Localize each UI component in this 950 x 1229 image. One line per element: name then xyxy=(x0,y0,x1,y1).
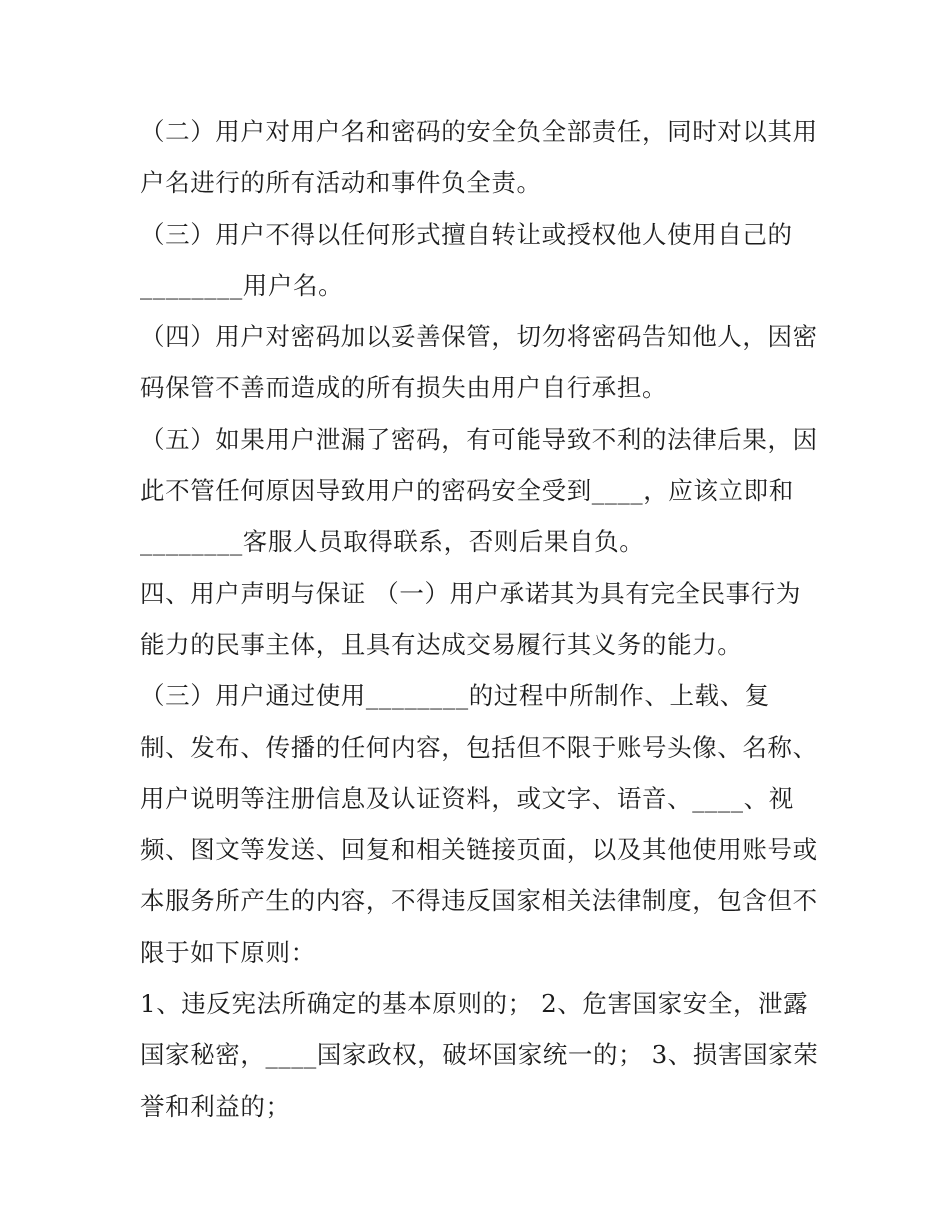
text-line: ________用户名。 xyxy=(140,270,344,300)
text-line: 用户说明等注册信息及认证资料，或文字、语音、____、视 xyxy=(140,783,794,813)
text-line: 户名进行的所有活动和事件负全责。 xyxy=(140,168,542,198)
text-line: 1、违反宪法所确定的基本原则的； 2、危害国家安全，泄露 xyxy=(140,989,809,1019)
text-line: （五）如果用户泄漏了密码，有可能导致不利的法律后果，因 xyxy=(140,424,818,454)
text-line: 本服务所产生的内容，不得违反国家相关法律制度，包含但不 xyxy=(140,886,818,916)
text-line: ________客服人员取得联系，否则后果自负。 xyxy=(140,527,645,557)
text-line: 频、图文等发送、回复和相关链接页面，以及其他使用账号或 xyxy=(140,835,818,865)
text-line: 限于如下原则： xyxy=(140,937,316,967)
document-body xyxy=(140,106,820,1132)
text-line: 此不管任何原因导致用户的密码安全受到____，应该立即和 xyxy=(140,476,794,506)
text-line: （四）用户对密码加以妥善保管，切勿将密码告知他人，因密 xyxy=(140,322,818,352)
text-line: （三）用户通过使用________的过程中所制作、上载、复 xyxy=(140,681,770,711)
text-line: 能力的民事主体，且具有达成交易履行其义务的能力。 xyxy=(140,629,743,659)
text-line: （三）用户不得以任何形式擅自转让或授权他人使用自己的 xyxy=(140,219,793,249)
text-line: 码保管不善而造成的所有损失由用户自行承担。 xyxy=(140,373,668,403)
section-heading-line: 四、用户声明与保证 （一）用户承诺其为具有完全民事行为 xyxy=(140,578,801,608)
text-line: 国家秘密，____国家政权，破坏国家统一的； 3、损害国家荣 xyxy=(140,1040,819,1070)
text-line: 誉和利益的； xyxy=(140,1091,291,1121)
text-line: （二）用户对用户名和密码的安全负全部责任，同时对以其用 xyxy=(140,117,818,146)
text-line: 制、发布、传播的任何内容，包括但不限于账号头像、名称、 xyxy=(140,732,818,762)
